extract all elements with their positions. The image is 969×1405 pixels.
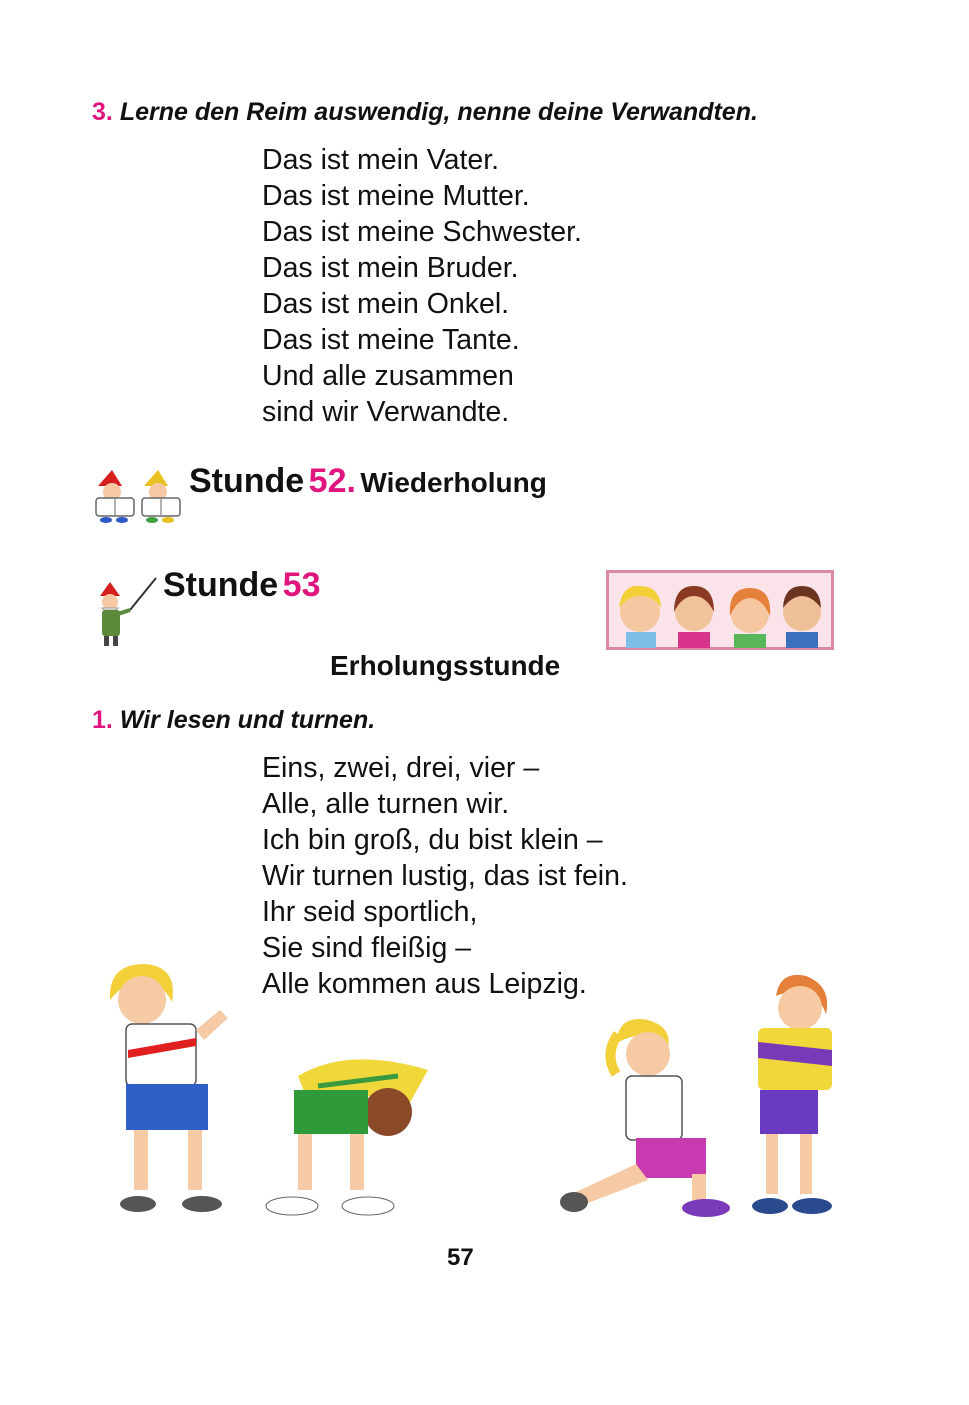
child-hands-on-hips-illustration <box>100 960 250 1222</box>
lesson-53-subtitle: Erholungsstunde <box>330 650 561 681</box>
lesson-52-heading <box>189 462 547 501</box>
lesson-number: 53 <box>282 566 321 604</box>
task-instruction: Lerne den Reim auswendig, nenne deine Verwandten. <box>119 98 758 126</box>
lesson-53-heading <box>163 566 321 605</box>
poem-line: sind wir Verwandte. <box>262 396 510 428</box>
poem-line: Ihr seid sportlich, <box>262 896 478 928</box>
page-number: 57 <box>447 1244 474 1271</box>
poem-line: Sie sind fleißig – <box>262 932 472 964</box>
child-bending-illustration <box>258 1046 438 1222</box>
gnomes-reading-icon <box>92 468 184 526</box>
task-number: 1. <box>92 706 113 734</box>
poem-line: Wir turnen lustig, das ist fein. <box>262 860 628 892</box>
poem-line: Alle, alle turnen wir. <box>262 788 510 820</box>
task-3-heading <box>92 98 758 127</box>
poem-line: Das ist meine Tante. <box>262 324 520 356</box>
lesson-subtitle: Wiederholung <box>360 467 547 498</box>
gnome-pointer-icon <box>96 574 160 650</box>
poem-line: Das ist meine Schwester. <box>262 216 582 248</box>
poem-line: Alle kommen aus Leipzig. <box>262 968 587 1000</box>
poem-line: Und alle zusammen <box>262 360 514 392</box>
poem-line: Das ist mein Vater. <box>262 144 500 176</box>
poem-line: Das ist meine Mutter. <box>262 180 530 212</box>
lesson-word: Stunde <box>163 566 279 604</box>
poem-line: Das ist mein Onkel. <box>262 288 510 320</box>
lesson-word: Stunde <box>189 462 305 500</box>
lesson-number: 52. <box>308 462 356 500</box>
task-instruction: Wir lesen und turnen. <box>119 706 376 734</box>
child-stretching-illustration <box>740 970 836 1220</box>
child-lunging-illustration <box>556 1014 742 1222</box>
poem-line: Eins, zwei, drei, vier – <box>262 752 540 784</box>
poem-relatives <box>262 142 582 430</box>
poem-exercise <box>262 750 628 1002</box>
poem-line: Ich bin groß, du bist klein – <box>262 824 603 856</box>
task-1-heading <box>92 706 375 735</box>
poem-line: Das ist mein Bruder. <box>262 252 519 284</box>
children-faces-banner <box>606 570 834 650</box>
task-number: 3. <box>92 98 113 126</box>
